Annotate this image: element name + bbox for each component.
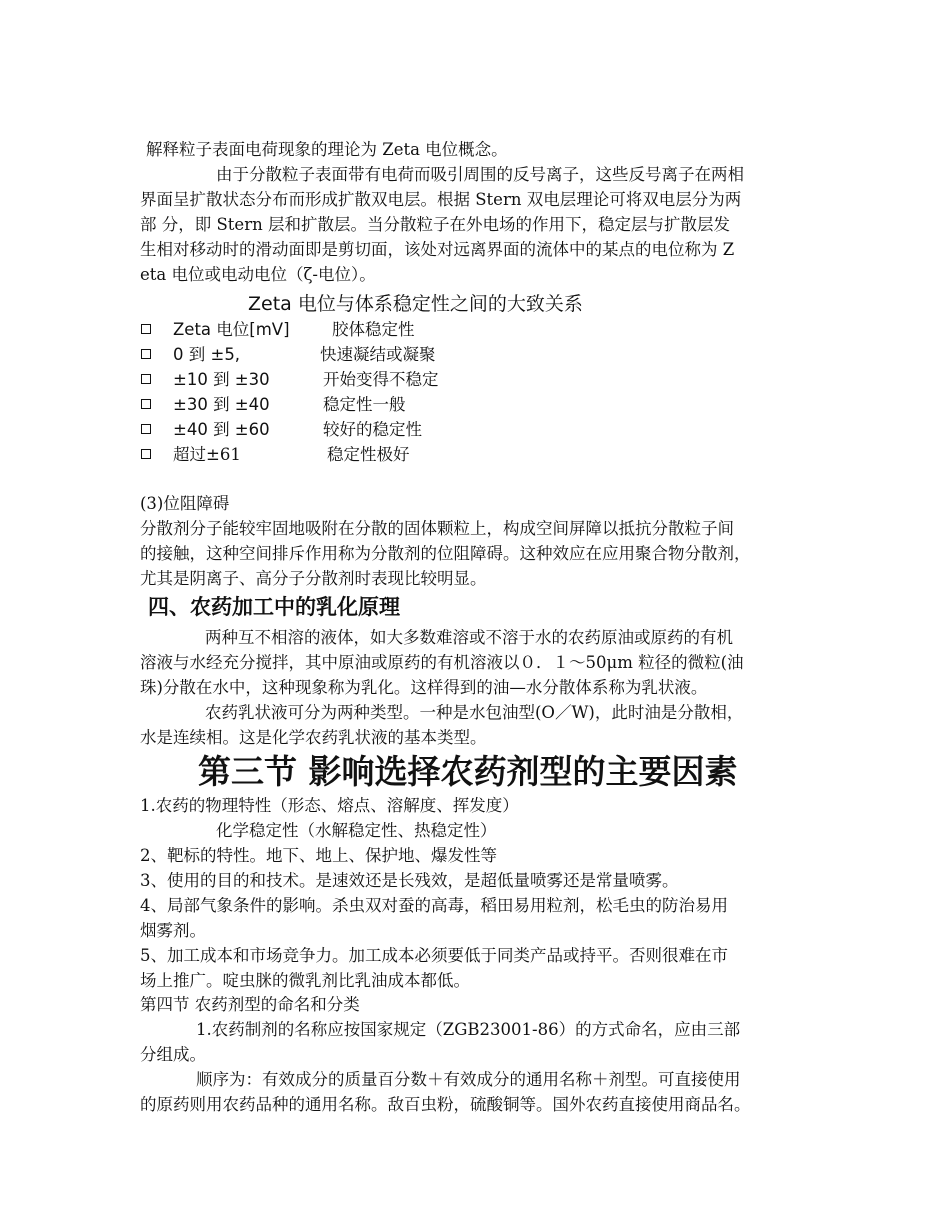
checkbox-bullet-icon [141,374,151,384]
zeta-range: 超过±61 [173,445,241,464]
zeta-range: 0 到 ±5, [173,345,241,364]
list-item: 场上推广。啶虫脒的微乳剂比乳油成本都低。 [140,971,470,990]
intro-line: eta 电位或电动电位（ζ-电位）。 [140,265,376,284]
intro-line: 由于分散粒子表面带有电荷而吸引周围的反号离子，这些反号离子在两相 [216,165,744,184]
checkbox-bullet-icon [141,399,151,409]
checkbox-bullet-icon [141,424,151,434]
paragraph-line: 的接触，这种空间排斥作用称为分散剂的位阻障碍。这种效应在应用聚合物分散剂， [140,544,751,563]
stability-label: 较好的稳定性 [323,420,422,439]
section-heading: 四、农药加工中的乳化原理 [148,594,400,619]
paragraph-line: 的原药则用农药品种的通用名称。敌百虫粉，硫酸铜等。国外农药直接使用商品名。 [140,1095,751,1114]
intro-line: 部 分，即 Stern 层和扩散层。当分散粒子在外电场的作用下，稳定层与扩散层发 [140,215,730,234]
stability-label: 稳定性极好 [327,445,410,464]
chapter-heading: 第三节 影响选择农药剂型的主要因素 [198,752,738,791]
stability-label: 胶体稳定性 [332,320,415,339]
intro-line: 生相对移动时的滑动面即是剪切面，该处对远离界面的流体中的某点的电位称为 Z [140,240,735,259]
list-item: 4、局部气象条件的影响。杀虫双对蚕的高毒，稻田易用粒剂，松毛虫的防治易用 [140,896,728,915]
paragraph-line: 溶液与水经充分搅拌，其中原油或原药的有机溶液以０．１～50μm 粒径的微粒(油 [140,653,744,672]
paragraph-line: 尤其是阴离子、高分子分散剂时表现比较明显。 [140,569,487,588]
list-item: 5、加工成本和市场竞争力。加工成本必须要低于同类产品或持平。否则很难在市 [140,946,728,965]
zeta-range: ±30 到 ±40 [173,395,270,414]
paragraph-line: 水是连续相。这是化学农药乳状液的基本类型。 [140,728,487,747]
checkbox-bullet-icon [141,324,151,334]
checkbox-bullet-icon [141,449,151,459]
list-item: 2、靶标的特性。地下、地上、保护地、爆发性等 [140,846,497,865]
subsection-heading: (3)位阻障碍 [140,494,230,513]
intro-line: 界面呈扩散状态分布而形成扩散双电层。根据 Stern 双电层理论可将双电层分为两 [140,190,742,209]
list-item: 化学稳定性（水解稳定性、热稳定性） [216,821,497,840]
paragraph-line: 分组成。 [140,1045,206,1064]
zeta-range: ±10 到 ±30 [173,370,270,389]
stability-label: 快速凝结或凝聚 [320,345,436,364]
paragraph-line: 顺序为：有效成分的质量百分数＋有效成分的通用名称＋剂型。可直接使用 [196,1070,741,1089]
paragraph-line: 分散剂分子能较牢固地吸附在分散的固体颗粒上，构成空间屏障以抵抗分散粒子间 [140,519,734,538]
stability-label: 稳定性一般 [323,395,406,414]
list-item: 3、使用的目的和技术。是速效还是长残效，是超低量喷雾还是常量喷雾。 [140,871,679,890]
intro-line: 解释粒子表面电荷现象的理论为 Zeta 电位概念。 [146,140,508,159]
paragraph-line: 珠)分散在水中，这种现象称为乳化。这样得到的油—水分散体系称为乳状液。 [140,678,708,697]
paragraph-line: 1.农药制剂的名称应按国家规定（ZGB23001-86）的方式命名，应由三部 [196,1020,741,1039]
table-title: Zeta 电位与体系稳定性之间的大致关系 [248,293,583,315]
stability-label: 开始变得不稳定 [323,370,439,389]
list-item: 1.农药的物理特性（形态、熔点、溶解度、挥发度） [140,796,519,815]
section-heading: 第四节 农药剂型的命名和分类 [140,995,360,1014]
list-item: 烟雾剂。 [140,921,206,940]
checkbox-bullet-icon [141,349,151,359]
paragraph-line: 两种互不相溶的液体，如大多数难溶或不溶于水的农药原油或原药的有机 [205,628,733,647]
paragraph-line: 农药乳状液可分为两种类型。一种是水包油型(O／W)，此时油是分散相， [205,703,744,722]
zeta-range: ±40 到 ±60 [173,420,270,439]
zeta-range: Zeta 电位[mV] [173,320,290,339]
